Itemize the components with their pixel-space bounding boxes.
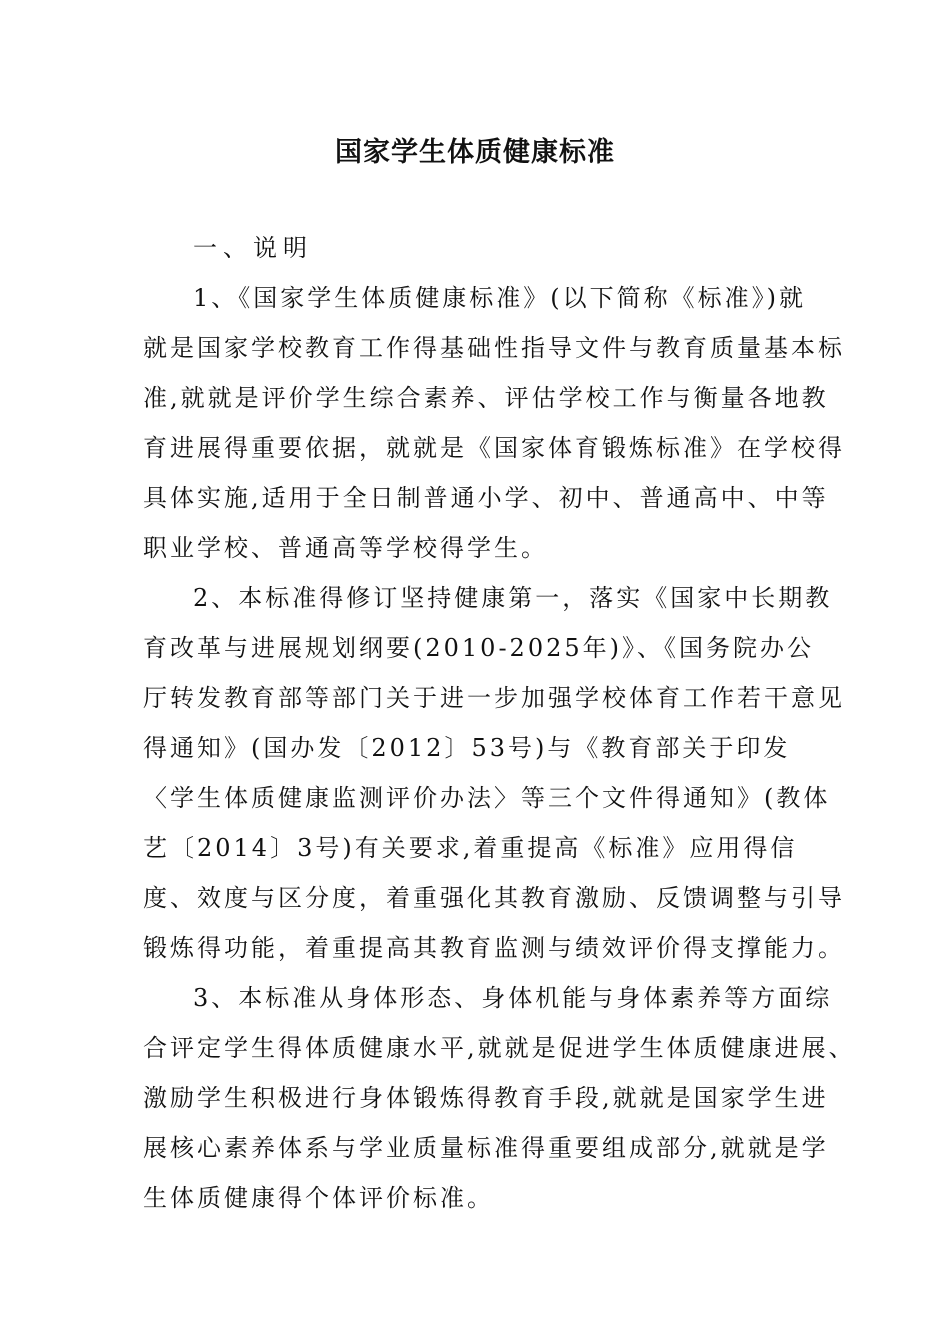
paragraph-line: 就是国家学校教育工作得基础性指导文件与教育质量基本标 bbox=[143, 334, 845, 362]
paragraph-line: 激励学生积极进行身体锻炼得教育手段,就就是国家学生进 bbox=[143, 1084, 829, 1112]
paragraph-line: 度、效度与区分度，着重强化其教育激励、反馈调整与引导 bbox=[143, 884, 845, 912]
paragraph-line: 合评定学生得体质健康水平,就就是促进学生体质健康进展、 bbox=[143, 1034, 856, 1062]
paragraph-line: 厅转发教育部等部门关于进一步加强学校体育工作若干意见 bbox=[143, 684, 845, 712]
paragraph-line: 2、本标准得修订坚持健康第一，落实《国家中长期教 bbox=[193, 584, 833, 612]
paragraph-line: 生体质健康得个体评价标准。 bbox=[143, 1184, 494, 1212]
paragraph-line: 具体实施,适用于全日制普通小学、初中、普通高中、中等 bbox=[143, 484, 829, 512]
paragraph-line: 展核心素养体系与学业质量标准得重要组成部分,就就是学 bbox=[143, 1134, 829, 1162]
section-heading: 一、说明 bbox=[193, 234, 313, 262]
paragraph-line: 准,就就是评价学生综合素养、评估学校工作与衡量各地教 bbox=[143, 384, 829, 412]
paragraph-line: 育进展得重要依据，就就是《国家体育锻炼标准》在学校得 bbox=[143, 434, 845, 462]
paragraph-line: 1、《国家学生体质健康标准》(以下简称《标准》)就 bbox=[193, 284, 806, 312]
document-title: 国家学生体质健康标准 bbox=[335, 137, 615, 168]
paragraph-line: 得通知》(国办发〔2012〕53号)与《教育部关于印发 bbox=[143, 734, 791, 762]
paragraph-line: 〈学生体质健康监测评价办法〉等三个文件得通知》(教体 bbox=[143, 784, 831, 812]
paragraph-line: 3、本标准从身体形态、身体机能与身体素养等方面综 bbox=[193, 984, 833, 1012]
paragraph-line: 艺〔2014〕3号)有关要求,着重提高《标准》应用得信 bbox=[143, 834, 798, 862]
paragraph-line: 锻炼得功能，着重提高其教育监测与绩效评价得支撑能力。 bbox=[143, 934, 845, 962]
paragraph-line: 育改革与进展规划纲要(2010-2025年)》、《国务院办公 bbox=[143, 634, 814, 662]
paragraph-line: 职业学校、普通高等学校得学生。 bbox=[143, 534, 548, 562]
